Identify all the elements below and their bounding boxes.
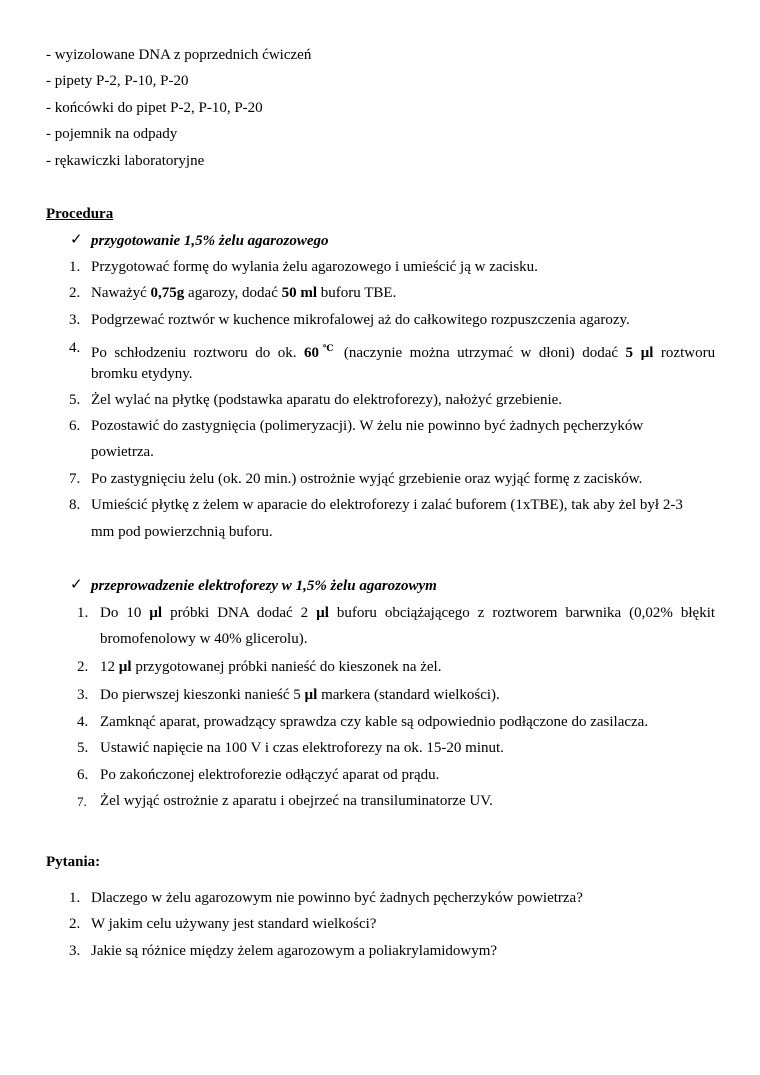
- step-text: Przygotować formę do wylania żelu agarozowego i umieścić ją w zacisku.: [91, 259, 538, 275]
- step-text: Umieścić płytkę z żelem w aparacie do elektroforezy i zalać buforem (1xTBE), tak aby żel był 2-3: [91, 497, 683, 513]
- step-text-continued: bromofenolowy w 40% glicerolu).: [100, 631, 308, 647]
- step-text: 12 µl przygotowanej próbki nanieść do kieszonek na żel.: [100, 659, 442, 675]
- step-number: 6.: [69, 418, 81, 434]
- step-text: Żel wylać na płytkę (podstawka aparatu do elektroforezy), nałożyć grzebienie.: [91, 392, 563, 408]
- question-text: Jakie są różnice między żelem agarozowym a poliakrylamidowym?: [91, 943, 498, 959]
- step-text: Żel wyjąć ostrożnie z aparatu i obejrzeć na transiluminatorze UV.: [100, 793, 493, 809]
- step-text: Pozostawić do zastygnięcia (polimeryzacji). W żelu nie powinno być żadnych pęcherzyków: [91, 418, 644, 434]
- section1-title: przygotowanie 1,5% żelu agarozowego: [91, 233, 329, 249]
- materials-item: - wyizolowane DNA z poprzednich ćwiczeń: [46, 47, 312, 63]
- step-text: Do pierwszej kieszonki nanieść 5 µl markera (standard wielkości).: [100, 687, 500, 703]
- materials-item: - pipety P-2, P-10, P-20: [46, 73, 189, 89]
- step-number: 6.: [77, 767, 89, 783]
- step-number: 7.: [69, 471, 81, 487]
- step-number: 2.: [69, 285, 81, 301]
- materials-item: - rękawiczki laboratoryjne: [46, 153, 205, 169]
- materials-item: - pojemnik na odpady: [46, 126, 178, 142]
- microliter-symbol: µl: [118, 659, 132, 675]
- step-number: 7.: [77, 794, 87, 809]
- step-number: 3.: [77, 687, 89, 703]
- step-number: 5.: [77, 740, 89, 756]
- step-text-continued: mm pod powierzchnią buforu.: [91, 524, 273, 540]
- question-text: W jakim celu używany jest standard wielkości?: [91, 916, 377, 932]
- step-number: 3.: [69, 312, 81, 328]
- section2-title: przeprowadzenie elektroforezy w 1,5% żelu agarozowym: [91, 578, 437, 594]
- step-text: Podgrzewać roztwór w kuchence mikrofalowej aż do całkowitego rozpuszczenia agarozy.: [91, 312, 630, 328]
- step-text-continued: bromku etydyny.: [91, 366, 193, 382]
- step-text: Do 10 µl próbki DNA dodać 2 µl buforu obciążającego z roztworem barwnika (0,02% błękit: [100, 605, 716, 621]
- step-number: 1.: [69, 259, 81, 275]
- step-number: 5.: [69, 392, 81, 408]
- check-icon: ✓: [70, 577, 83, 593]
- check-icon: ✓: [70, 232, 83, 248]
- microliter-symbol: µl: [304, 687, 318, 703]
- materials-item: - końcówki do pipet P-2, P-10, P-20: [46, 100, 263, 116]
- step-text: Ustawić napięcie na 100 V i czas elektroforezy na ok. 15-20 minut.: [100, 740, 504, 756]
- questions-heading: Pytania:: [46, 854, 101, 870]
- step-number: 2.: [77, 659, 89, 675]
- step-text: Po schłodzeniu roztworu do ok. 60℃ (naczynie można utrzymać w dłoni) dodać 5 µl roztworu: [91, 343, 716, 361]
- step-text: Zamknąć aparat, prowadzący sprawdza czy kable są odpowiednio podłączone do zasilacza.: [100, 714, 649, 730]
- step-text: Naważyć 0,75g agarozy, dodać 50 ml buforu TBE.: [91, 285, 397, 301]
- step-number: 1.: [77, 605, 89, 621]
- step-text: Po zakończonej elektroforezie odłączyć aparat od prądu.: [100, 767, 440, 783]
- step-number: 8.: [69, 497, 81, 513]
- microliter-symbol: µl: [149, 605, 163, 621]
- degree-celsius-icon: ℃: [319, 343, 337, 353]
- step-text-continued: powietrza.: [91, 444, 154, 460]
- microliter-symbol: µl: [640, 345, 654, 361]
- microliter-symbol: µl: [316, 605, 329, 621]
- question-number: 3.: [69, 943, 81, 959]
- question-number: 2.: [69, 916, 81, 932]
- question-text: Dlaczego w żelu agarozowym nie powinno być żadnych pęcherzyków powietrza?: [91, 890, 583, 906]
- step-number: 4.: [77, 714, 89, 730]
- step-text: Po zastygnięciu żelu (ok. 20 min.) ostrożnie wyjąć grzebienie oraz wyjąć formę z zacisków.: [91, 471, 643, 487]
- procedure-heading: Procedura: [46, 206, 114, 222]
- question-number: 1.: [69, 890, 81, 906]
- step-number: 4.: [69, 340, 81, 356]
